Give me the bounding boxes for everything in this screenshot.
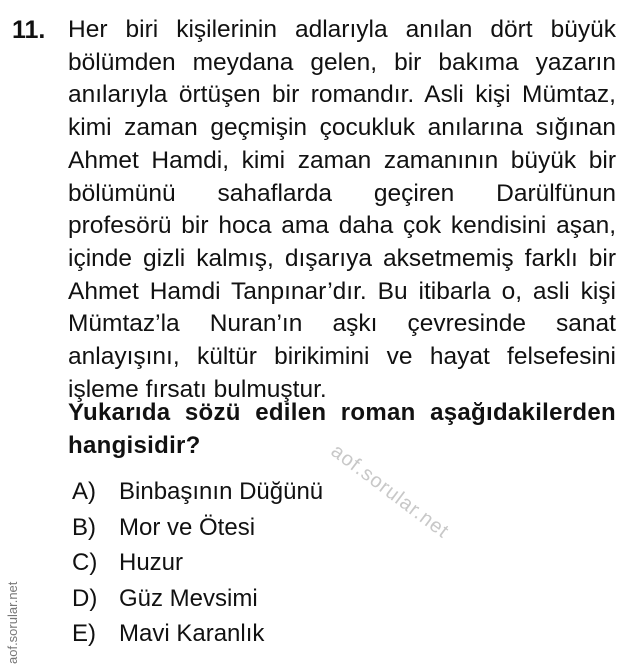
- question-number: 11.: [12, 16, 46, 44]
- side-watermark: aof.sorular.net: [5, 581, 20, 664]
- option-letter: D): [72, 584, 98, 612]
- option-letter: E): [72, 620, 96, 647]
- diagonal-watermark: aof.sorular.net: [326, 440, 454, 543]
- option-text: Mor ve Ötesi: [119, 513, 256, 541]
- option-letter: C): [72, 549, 98, 576]
- option-letter: A): [72, 478, 96, 505]
- option-text: Mavi Karanlık: [119, 620, 265, 647]
- option-letter: B): [72, 513, 96, 541]
- question-prompt: Yukarıda sözü edilen roman aşağıdakilerden hangisidir?: [68, 399, 616, 459]
- question-text: Her biri kişilerinin adlarıyla anılan dört büyük bölümden meydana gelen, bir bakıma yazarın anılarıyla örtüşen bir romandır. Asli kişi Mümtaz, kimi zaman geçmişin çocukluk anılarına sığınan Ahmet Hamdi, kimi zaman zamanının büyük bir bölümünü sahaflarda geçiren Darülfünun profesörü bir hoca ama daha çok kendisini aşan, içinde gizli kalmış, dışarıya aksetmemiş farklı bir Ahmet Hamdi Tanpınar’dır. Bu itibarla o, asli kişi Mümtaz’la Nuran’ın aşkı çevresinde sanat anlayışını, kültür birikimini ve hayat felsefesini işleme fırsatı bulmuştur.: [68, 16, 616, 403]
- option-text: Güz Mevsimi: [119, 584, 258, 612]
- option-text: Huzur: [119, 549, 184, 576]
- option-text: Binbaşının Düğünü: [119, 478, 324, 505]
